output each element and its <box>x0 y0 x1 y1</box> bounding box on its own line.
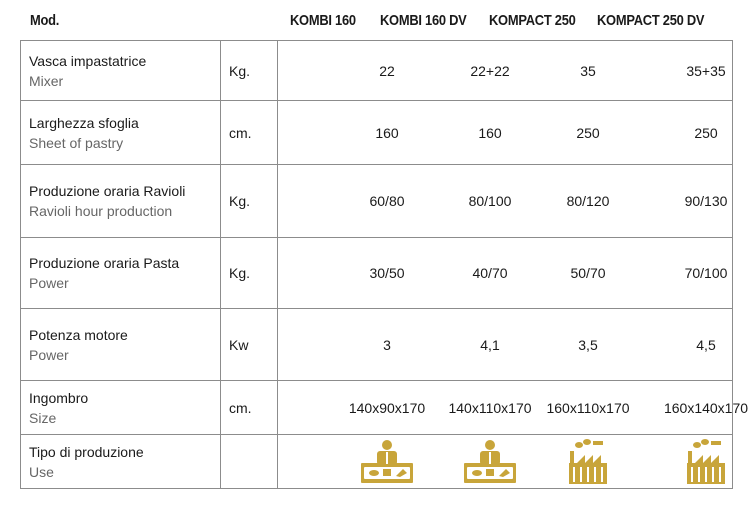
value-kompact-250: 50/70 <box>570 265 606 281</box>
table-row <box>21 381 733 435</box>
values-cell <box>278 238 733 309</box>
label-italian: Ingombro <box>29 389 89 406</box>
value-kompact-250-dv: 4,5 <box>696 336 716 353</box>
values-cell <box>278 41 733 101</box>
row-label <box>21 165 221 238</box>
table-row <box>21 165 733 238</box>
unit-cell: cm. <box>221 381 278 435</box>
value-kompact-250: 80/120 <box>566 193 610 209</box>
label-italian: Produzione oraria Ravioli <box>29 183 186 199</box>
table-row <box>21 435 733 489</box>
row-label <box>21 41 221 101</box>
unit-cell: Kg. <box>221 165 278 238</box>
value-kombi-160: 140x90x170 <box>348 399 426 416</box>
value-kompact-250: 250 <box>576 124 600 141</box>
value-kombi-160-dv: 40/70 <box>472 265 508 281</box>
value-kombi-160: 30/50 <box>369 265 405 281</box>
model-kompact-250-dv: KOMPACT 250 DV <box>597 12 705 29</box>
value-kombi-160: 60/80 <box>369 193 405 209</box>
table-row <box>21 238 733 309</box>
unit-cell: Kw <box>221 309 278 381</box>
unit-cell <box>221 435 278 489</box>
label-english: Mixer <box>29 72 64 89</box>
value-kompact-250: 3,5 <box>578 336 598 353</box>
spec-table <box>20 40 749 489</box>
factory-icon <box>685 439 727 485</box>
value-kompact-250-dv: 35+35 <box>686 62 726 79</box>
value-kombi-160: 22 <box>379 62 395 79</box>
value-kompact-250-dv: 160x140x170 <box>663 399 749 416</box>
model-kombi-160: KOMBI 160 <box>290 12 356 29</box>
label-english: Power <box>29 275 69 291</box>
value-kompact-250: 35 <box>580 62 596 79</box>
value-kombi-160: 3 <box>383 336 391 353</box>
table-row <box>21 101 733 165</box>
label-english: Size <box>29 409 57 426</box>
value-kompact-250: 160x110x170 <box>546 399 630 416</box>
value-kombi-160-dv: 22+22 <box>470 62 510 79</box>
row-label <box>21 101 221 165</box>
value-kompact-250-dv: 70/100 <box>684 265 728 281</box>
value-kombi-160-dv: 80/100 <box>468 193 512 209</box>
table-header <box>0 12 750 36</box>
value-kombi-160: 160 <box>375 124 399 141</box>
value-kompact-250-dv: 250 <box>694 124 718 141</box>
label-italian: Tipo di produzione <box>29 443 144 460</box>
model-label: Mod. <box>30 12 60 29</box>
values-cell <box>278 165 733 238</box>
value-kombi-160-dv: 4,1 <box>480 336 500 353</box>
values-cell <box>278 309 733 381</box>
table-row <box>21 309 733 381</box>
artisan-shop-icon <box>462 439 518 485</box>
model-kombi-160-dv: KOMBI 160 DV <box>380 12 467 29</box>
artisan-shop-icon <box>359 439 415 485</box>
value-kombi-160-dv: 140x110x170 <box>448 399 532 416</box>
value-kompact-250-dv: 90/130 <box>684 193 728 209</box>
row-label <box>21 238 221 309</box>
table-row <box>21 41 733 101</box>
values-cell <box>278 381 749 435</box>
row-label <box>21 435 221 489</box>
label-english: Ravioli hour production <box>29 203 173 219</box>
label-italian: Larghezza sfoglia <box>29 114 139 131</box>
label-english: Use <box>29 463 54 480</box>
label-italian: Produzione oraria Pasta <box>29 255 180 271</box>
values-cell <box>278 435 733 489</box>
row-label <box>21 309 221 381</box>
unit-cell: Kg. <box>221 41 278 101</box>
model-kompact-250: KOMPACT 250 <box>489 12 576 29</box>
values-cell <box>278 101 733 165</box>
label-italian: Potenza motore <box>29 326 128 343</box>
label-italian: Vasca impastatrice <box>29 52 147 69</box>
label-english: Power <box>29 346 69 363</box>
unit-cell: cm. <box>221 101 278 165</box>
value-kombi-160-dv: 160 <box>478 124 502 141</box>
row-label <box>21 381 221 435</box>
label-english: Sheet of pastry <box>29 134 124 151</box>
factory-icon <box>567 439 609 485</box>
unit-cell: Kg. <box>221 238 278 309</box>
